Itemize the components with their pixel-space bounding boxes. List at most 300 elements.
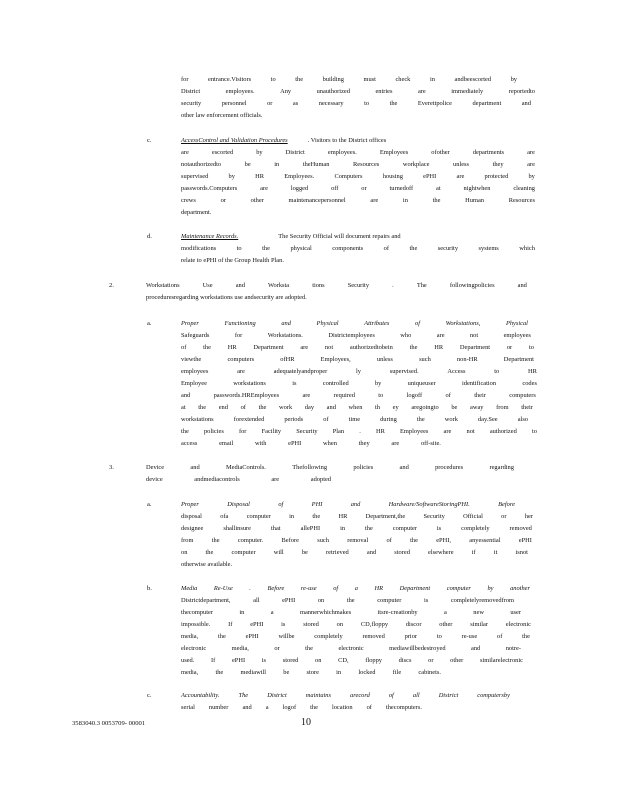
text-line: otherwise available.	[181, 561, 233, 568]
word: ePHI	[423, 173, 437, 180]
text-line	[181, 428, 537, 436]
word: the	[409, 344, 418, 351]
heading-line	[181, 233, 401, 241]
word: Employees	[400, 428, 429, 435]
word: The	[238, 692, 249, 699]
word: to	[236, 245, 242, 252]
word: such	[419, 356, 431, 363]
word: CD,floppy	[360, 621, 389, 628]
word: Before	[498, 501, 515, 508]
word: Disposal	[227, 501, 250, 508]
word: other	[450, 657, 464, 664]
text-line	[181, 88, 535, 96]
word: day	[304, 404, 315, 411]
word: supervised	[181, 173, 209, 180]
word: in	[429, 76, 435, 83]
text-line	[181, 356, 534, 364]
word: ey	[392, 404, 399, 411]
word: are	[300, 344, 309, 351]
word: who	[400, 332, 412, 339]
word: security	[181, 100, 202, 107]
word: Physical	[505, 320, 528, 327]
word: components	[332, 245, 364, 252]
text-line	[181, 149, 535, 157]
word: the	[215, 669, 224, 676]
document-id: 3583040.3 0053709- 00001	[72, 720, 146, 727]
word: Security	[423, 513, 445, 520]
word: policies	[203, 428, 224, 435]
word: are	[302, 392, 311, 399]
word: of	[278, 501, 284, 508]
word: re-use	[461, 633, 478, 640]
word: of	[181, 344, 187, 351]
word: codes	[522, 380, 537, 387]
word: HR	[374, 585, 384, 592]
word: computer	[231, 549, 256, 556]
word: removed	[362, 633, 385, 640]
word: locked	[358, 669, 376, 676]
word: authorizedtobein	[349, 344, 393, 351]
word: Physical	[316, 320, 339, 327]
word: store	[306, 669, 319, 676]
word: of	[333, 585, 339, 592]
word: be	[301, 549, 308, 556]
text-line	[181, 392, 536, 400]
word: when	[348, 404, 363, 411]
heading-line	[181, 137, 386, 145]
word: of	[497, 633, 503, 640]
word: department	[472, 100, 502, 107]
word: location	[331, 704, 353, 711]
word: computer	[246, 513, 271, 520]
section-heading: AccessControl and Validation Procedures	[181, 137, 288, 144]
word: and	[281, 320, 291, 327]
word: the	[410, 537, 418, 544]
word: in	[402, 197, 408, 204]
text-line	[181, 645, 521, 653]
word: and	[366, 549, 377, 556]
word: Media	[181, 585, 198, 592]
word: stored	[394, 549, 410, 556]
word: employees	[503, 332, 531, 339]
word: willbe	[278, 633, 295, 640]
word: viewthe	[181, 356, 202, 363]
word: are	[417, 88, 426, 95]
word: passwords.HREmployees	[213, 392, 280, 399]
word: required	[333, 392, 355, 399]
word: ofa	[220, 513, 229, 520]
word: and	[399, 464, 409, 471]
word: ly	[356, 368, 361, 375]
word: is	[423, 597, 429, 604]
word: similarelectronic	[480, 657, 523, 664]
word: Attributes	[364, 320, 390, 327]
word: other	[439, 621, 453, 628]
word: controlled	[322, 380, 349, 387]
text-line	[146, 282, 527, 290]
word: for	[234, 332, 243, 339]
word: completelyremovedfrom	[450, 597, 514, 604]
word: stored	[303, 621, 319, 628]
word: the	[389, 100, 398, 107]
word: serial	[181, 704, 195, 711]
text-line	[181, 344, 534, 352]
text-line	[181, 525, 532, 533]
word: ePHI,	[436, 537, 451, 544]
text-line: relate to ePHI of the Group Health Plan.	[181, 257, 284, 264]
text-line	[181, 380, 537, 388]
word: used.	[181, 657, 195, 664]
word: removal	[347, 537, 369, 544]
word: if	[471, 549, 476, 556]
word: are	[237, 368, 245, 375]
word: or	[501, 513, 507, 520]
word: in	[336, 669, 342, 676]
list-marker: d.	[147, 233, 152, 240]
word: CD,	[338, 657, 349, 664]
word: be	[283, 669, 290, 676]
word: all	[412, 692, 420, 699]
word: of	[415, 320, 420, 327]
word: off	[331, 185, 339, 192]
word: followingpolicies	[449, 282, 495, 289]
word: of	[445, 392, 451, 399]
word: prior	[404, 633, 418, 640]
word: Human	[465, 197, 484, 204]
word: ofother	[431, 149, 450, 156]
word: workstations	[181, 416, 214, 423]
word: the	[365, 525, 373, 532]
word: electronic	[338, 645, 364, 652]
word: If	[228, 621, 233, 628]
word: escorted	[211, 149, 234, 156]
word: the	[198, 404, 207, 411]
text-line: The Security Official will document repairs and	[278, 233, 401, 240]
word: employees.	[327, 149, 357, 156]
list-marker: b.	[147, 585, 152, 592]
word: maintenancepersonnel	[288, 197, 346, 204]
word: by	[256, 149, 263, 156]
word: modifications	[181, 245, 217, 252]
word: not	[466, 428, 475, 435]
word: on	[336, 621, 344, 628]
word: logoff	[406, 392, 423, 399]
word: of	[240, 404, 246, 411]
text-line	[146, 476, 331, 484]
text-line	[181, 440, 441, 448]
word: by	[510, 76, 517, 83]
word: employees	[181, 368, 209, 375]
word: in	[289, 513, 295, 520]
word: and	[181, 392, 191, 399]
word: Safeguards	[181, 332, 210, 339]
word: unless	[453, 161, 470, 168]
word: day.See	[477, 416, 498, 423]
word: on	[315, 657, 322, 664]
word: the	[432, 197, 441, 204]
word: and	[471, 645, 481, 652]
word: not	[324, 344, 334, 351]
page-number: 10	[301, 717, 311, 728]
word: itsre-creationby	[377, 609, 418, 616]
word: Resources	[508, 197, 535, 204]
word: computer	[446, 585, 471, 592]
word: are	[456, 173, 465, 180]
text-line	[181, 245, 535, 253]
word: HR	[528, 368, 537, 375]
word: entrance.Visitors	[208, 76, 252, 83]
word: andbeescorted	[454, 76, 492, 83]
word: Facility	[261, 428, 282, 435]
word: the	[262, 245, 270, 252]
word: Department	[459, 344, 491, 351]
word: ePHI	[231, 657, 246, 664]
word: time	[348, 416, 361, 423]
word: personnel	[221, 100, 247, 107]
word: Worksta	[268, 282, 290, 289]
text-line	[181, 669, 441, 677]
word: for	[181, 76, 189, 83]
word: .	[249, 585, 251, 592]
word: building	[322, 76, 344, 83]
word: thecomputers.	[385, 704, 422, 711]
text-line	[181, 197, 535, 205]
word: in	[239, 609, 245, 616]
text-line	[181, 161, 535, 169]
word: Workstations	[146, 282, 180, 289]
word: Device	[146, 464, 165, 471]
word: the	[203, 344, 211, 351]
word: th	[375, 404, 381, 411]
word: periods	[284, 416, 304, 423]
word: the	[346, 597, 355, 604]
word: work	[444, 416, 458, 423]
word: to	[531, 428, 537, 435]
word: to	[364, 100, 370, 107]
word: away	[470, 404, 484, 411]
word: uniqueuser	[407, 380, 436, 387]
word: isnot	[515, 549, 528, 556]
word: they	[492, 161, 504, 168]
word: completely	[461, 525, 490, 532]
word: regarding	[489, 464, 514, 471]
word: arecord	[350, 692, 370, 699]
word: aregoingto	[411, 404, 439, 411]
word: a	[354, 585, 358, 592]
word: logged	[290, 185, 309, 192]
text-line	[181, 704, 422, 712]
word: Before	[267, 585, 285, 592]
word: the	[522, 633, 530, 640]
text-line	[181, 76, 517, 84]
word: Employees	[379, 149, 409, 156]
word: similar	[470, 621, 488, 628]
word: other	[250, 197, 264, 204]
text-line: proceduresregarding workstations use andsecurity are adopted.	[146, 294, 307, 301]
text-line	[181, 609, 521, 617]
word: on	[181, 549, 188, 556]
word: the	[211, 537, 220, 544]
word: that	[271, 525, 281, 532]
word: immediately	[451, 88, 484, 95]
word: electronic	[505, 621, 531, 628]
list-marker: 3.	[109, 464, 114, 471]
word: necessary	[318, 100, 344, 107]
word: number	[208, 704, 229, 711]
text-line: . Visitors to the District offices	[307, 137, 387, 144]
word: nightwhen	[463, 185, 491, 192]
word: and	[326, 404, 336, 411]
word: of	[323, 416, 329, 423]
text-line	[181, 173, 535, 181]
word: notre-	[505, 645, 521, 652]
word: the	[181, 428, 189, 435]
word: Security	[347, 282, 370, 289]
word: of	[388, 692, 394, 699]
word: If	[211, 657, 216, 664]
text-line	[181, 404, 533, 412]
word: elsewhere	[428, 549, 454, 556]
word: District	[181, 88, 201, 95]
word: stored	[282, 657, 299, 664]
word: are	[527, 161, 535, 168]
word: of	[366, 704, 372, 711]
word: are	[527, 149, 535, 156]
word: the	[258, 404, 267, 411]
word: Everettpolice	[417, 100, 452, 107]
word: Computers	[334, 173, 363, 180]
word: Resources	[353, 161, 380, 168]
word: by	[487, 585, 494, 592]
word: and	[350, 501, 361, 508]
word: ePHI	[282, 597, 296, 604]
word: off-site.	[420, 440, 441, 447]
word: Department	[503, 356, 534, 363]
word: of	[383, 245, 389, 252]
word: Accountability.	[181, 692, 220, 699]
word: Proper	[181, 501, 199, 508]
word: workplace	[402, 161, 430, 168]
word: as	[292, 100, 299, 107]
word: removed	[509, 525, 532, 532]
list-marker: a.	[147, 501, 152, 508]
word: Employees,	[320, 356, 351, 363]
word: a	[265, 704, 269, 711]
word: are	[260, 185, 268, 192]
word: or	[220, 197, 226, 204]
word: Functioning	[224, 320, 256, 327]
word: theHuman	[302, 161, 330, 168]
word: their	[521, 404, 533, 411]
word: .	[392, 282, 394, 289]
word: during	[380, 416, 397, 423]
word: be	[451, 404, 458, 411]
word: shallinsure	[223, 525, 252, 532]
word: are	[436, 332, 445, 339]
word: the	[312, 513, 321, 520]
word: is	[292, 380, 297, 387]
word: identification	[462, 380, 497, 387]
word: at	[181, 404, 186, 411]
word: housing	[382, 173, 403, 180]
word: another	[510, 585, 530, 592]
word: adequatelyandproper	[273, 368, 328, 375]
word: a	[270, 609, 274, 616]
word: reportedto	[508, 88, 535, 95]
word: it	[493, 549, 498, 556]
word: from	[181, 537, 194, 544]
word: passwords.Computers	[181, 185, 238, 192]
word: notauthorizedto	[181, 161, 222, 168]
text-line	[181, 597, 514, 605]
word: MediaControls.	[225, 464, 266, 471]
text-line	[181, 513, 533, 521]
section-heading	[181, 585, 530, 593]
word: cleaning	[513, 185, 535, 192]
word: HR	[375, 428, 385, 435]
word: non-HR	[456, 356, 478, 363]
word: the	[416, 416, 425, 423]
word: and	[190, 464, 200, 471]
word: when	[323, 440, 337, 447]
text-line	[181, 185, 535, 193]
word: ePHI	[250, 621, 264, 628]
word: work	[279, 404, 293, 411]
word: all	[253, 597, 260, 604]
word: to	[528, 344, 534, 351]
word: the	[310, 704, 318, 711]
word: and	[242, 704, 252, 711]
list-marker: c.	[147, 137, 152, 144]
word: to	[270, 76, 276, 83]
word: forextended	[233, 416, 265, 423]
text-line	[181, 100, 531, 108]
word: discor	[405, 621, 422, 628]
word: completely	[314, 633, 343, 640]
word: mannerwhichmakes	[300, 609, 352, 616]
word: unauthorized	[316, 88, 350, 95]
text-line	[181, 332, 531, 340]
word: authorized	[489, 428, 517, 435]
word: not	[469, 332, 479, 339]
list-marker: 2.	[109, 282, 114, 289]
word: with	[255, 440, 267, 447]
word: are	[443, 428, 452, 435]
section-heading	[181, 501, 515, 509]
word: Thefollowing	[292, 464, 328, 471]
section-heading	[181, 692, 510, 700]
word: andmediacontrols	[194, 476, 240, 483]
word: the	[218, 633, 226, 640]
word: PHI	[311, 501, 323, 508]
word: disposal	[181, 513, 202, 520]
word: Department,the	[365, 513, 406, 520]
word: computer	[392, 525, 417, 532]
word: such	[317, 537, 329, 544]
word: at	[436, 185, 441, 192]
word: are	[370, 197, 379, 204]
word: to	[378, 392, 384, 399]
word: Use	[202, 282, 213, 289]
word: end	[218, 404, 228, 411]
word: HR	[434, 344, 444, 351]
text-line	[146, 464, 514, 472]
word: Access	[447, 368, 466, 375]
word: crews	[181, 197, 196, 204]
word: departments	[472, 149, 505, 156]
word: email	[219, 440, 234, 447]
word: be	[244, 161, 251, 168]
